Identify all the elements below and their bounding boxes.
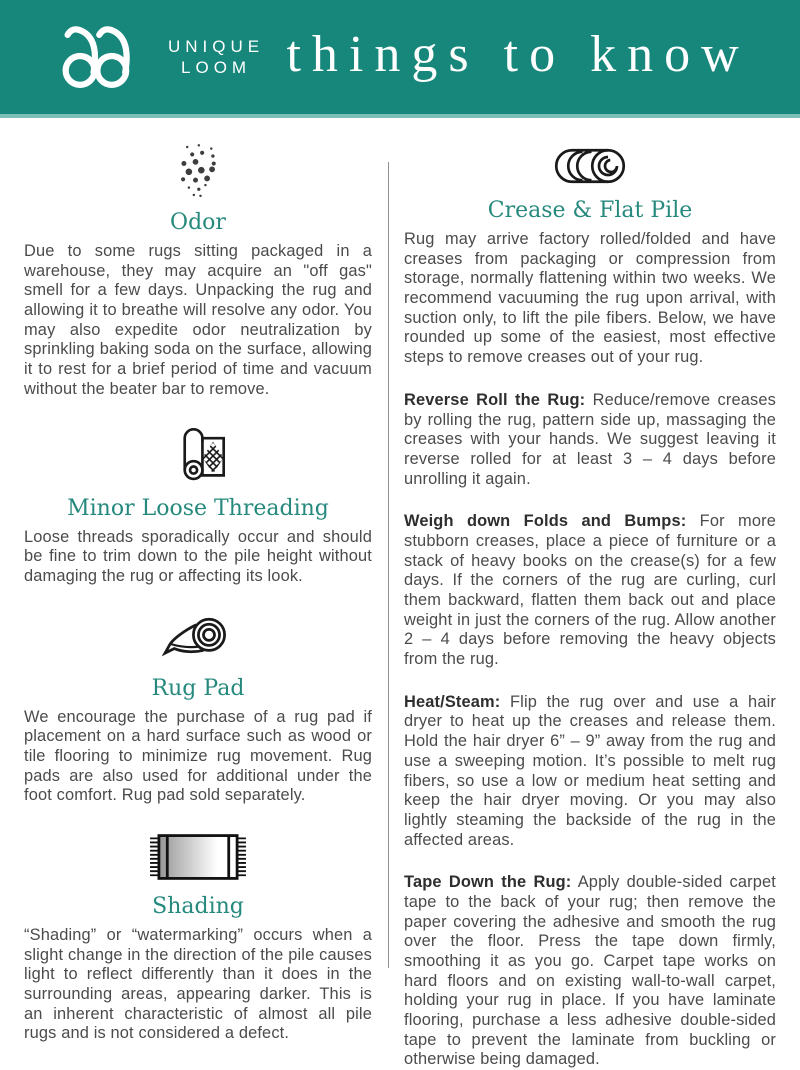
brand-line1: UNIQUE <box>168 36 265 56</box>
tip-weigh-down-label: Weigh down Folds and Bumps: <box>404 512 687 531</box>
tip-heat-steam-text: Flip the rug over and use a hair dryer to heat up the creases and release them. Hold the hair dryer 6” – 9” away from the rug and use a sweeping motion. It’s possible to melt rug fibers, so use a low or medium heat setting and keep the hair dryer moving. Or you may also lightly steaming the backside of the rug in the affected areas. <box>404 692 776 849</box>
rug-pad-roll-icon <box>159 611 237 666</box>
left-column <box>24 142 372 1043</box>
page-title: things to know <box>286 25 750 83</box>
brand-line2: LOOM <box>181 58 252 77</box>
unique-loom-logo <box>58 22 264 92</box>
tip-reverse-roll <box>404 391 776 489</box>
odor-particles-icon <box>173 142 223 200</box>
tip-heat-steam-label: Heat/Steam: <box>404 692 501 711</box>
section-odor <box>24 142 372 400</box>
tip-reverse-roll-text: Reduce/remove creases by rolling the rug, pattern side up, massaging the creases with your hands. We suggest leaving it reverse rolled for at least 3 – 4 days before unrolling it again. <box>404 390 776 488</box>
tip-tape-down-label: Tape Down the Rug: <box>404 873 572 892</box>
shading-body: “Shading” or “watermarking” occurs when a slight change in the direction of the pile causes light to reflect differently than it does in the surrounding areas, appearing darker. This is an inherent characteristic of almost all pile rugs and is not considered a defect. <box>24 926 372 1043</box>
rug-pad-heading: Rug Pad <box>151 675 245 701</box>
tip-tape-down <box>404 873 776 1070</box>
loose-threading-body: Loose threads sporadically occur and should be fine to trim down to the pile height without damaging the rug or affecting its look. <box>24 527 372 585</box>
loose-threading-heading: Minor Loose Threading <box>67 495 329 521</box>
section-rug-pad <box>24 611 372 806</box>
shading-heading: Shading <box>152 894 244 919</box>
content-area <box>0 118 800 1069</box>
section-loose-threading <box>24 424 372 587</box>
tip-tape-down-text: Apply double-sided carpet tape to the back of your rug; then remove the paper covering the adhesive and smooth the rug over the floor. Press the tape down firmly, smoothing it as you go. Carpet tape works on hard floors and on existing wall-to-wall carpet, holding your rug in place. If you have laminate flooring, purchase a less adhesive double-sided tape to prevent the laminate from buckling or otherwise being damaged. <box>404 873 776 1069</box>
column-divider <box>388 162 389 968</box>
odor-body: Due to some rugs sitting packaged in a warehouse, they may acquire an "off gas" smell for a few days. Unpacking the rug and allowing it to breathe will resolve any odor. You may also expedite odor neutralization by sprinkling baking soda on the surface, allowing it to rest for a brief period of time and vacuum without the beater bar to remove. <box>24 242 372 398</box>
tip-reverse-roll-label: Reverse Roll the Rug: <box>404 390 586 409</box>
right-column <box>404 142 776 1069</box>
flat-rug-fringe-icon <box>148 830 248 884</box>
section-crease-flat-pile <box>404 142 776 368</box>
unique-loom-double-d-logo-icon <box>58 22 154 92</box>
section-shading <box>24 830 372 1044</box>
crease-body: Rug may arrive factory rolled/folded and have creases from packaging or compression from storage, normally flattening within two weeks. We recommend vacuuming the rug upon arrival, with suction only, to lift the pile fibers. Below, we have rounded up some of the easiest, most effective steps to remove creases out of your rug. <box>404 230 776 367</box>
header-banner <box>0 0 800 118</box>
rug-pad-body: We encourage the purchase of a rug pad if placement on a hard surface such as wood or tile flooring to minimize rug movement. Rug pads are also used for additional under the foot comfort. Rug pad sold separately. <box>24 707 372 805</box>
tip-weigh-down <box>404 512 776 670</box>
rolled-rug-spiral-icon <box>546 142 634 190</box>
brand-name <box>168 36 264 79</box>
crease-heading: Crease & Flat Pile <box>487 198 693 223</box>
unrolling-rug-icon <box>166 424 230 486</box>
odor-heading: Odor <box>170 210 226 235</box>
tip-heat-steam <box>404 693 776 851</box>
tip-weigh-down-text: For more stubborn creases, place a piece of furniture or a stack of heavy books on the crease(s) for a few days. If the corners of the rug are curling, curl them backward, flatten them back out and place weight in just the corners of the rug. Allow another 2 – 4 days before removing the heavy objects from the rug. <box>404 512 776 669</box>
